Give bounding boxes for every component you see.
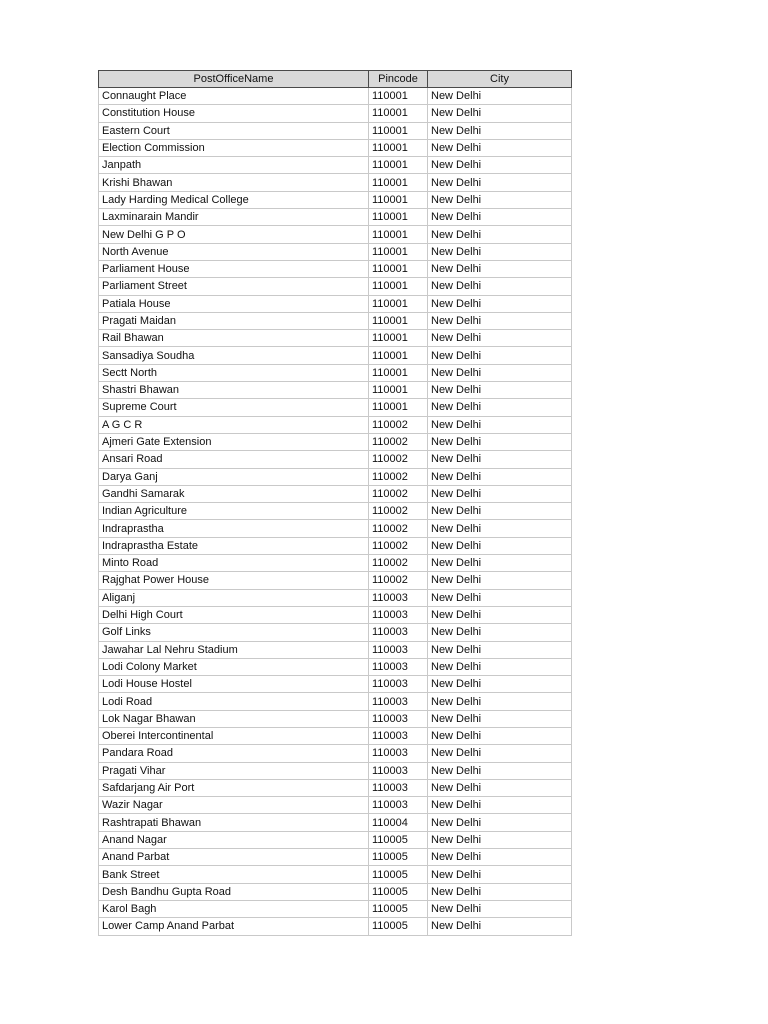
table-row: [99, 831, 572, 848]
pincode-cell: 110005: [369, 866, 428, 883]
table-body: [99, 88, 572, 936]
pincode-cell: 110003: [369, 727, 428, 744]
pincode-cell: 110005: [369, 849, 428, 866]
table-row: [99, 849, 572, 866]
post-office-name-cell: Golf Links: [99, 624, 369, 641]
city-cell: New Delhi: [428, 451, 572, 468]
pincode-cell: 110003: [369, 693, 428, 710]
pincode-cell: 110001: [369, 364, 428, 381]
table-row: [99, 485, 572, 502]
post-office-name-cell: Sansadiya Soudha: [99, 347, 369, 364]
table-row: [99, 503, 572, 520]
city-cell: New Delhi: [428, 520, 572, 537]
pincode-cell: 110003: [369, 641, 428, 658]
pincode-cell: 110001: [369, 295, 428, 312]
table-row: [99, 727, 572, 744]
city-cell: New Delhi: [428, 260, 572, 277]
pincode-cell: 110001: [369, 157, 428, 174]
post-office-name-cell: Lodi House Hostel: [99, 676, 369, 693]
pincode-cell: 110002: [369, 451, 428, 468]
table-row: [99, 676, 572, 693]
city-cell: New Delhi: [428, 814, 572, 831]
city-cell: New Delhi: [428, 364, 572, 381]
pincode-cell: 110002: [369, 503, 428, 520]
city-cell: New Delhi: [428, 745, 572, 762]
table-row: [99, 537, 572, 554]
city-cell: New Delhi: [428, 88, 572, 105]
pincode-cell: 110003: [369, 606, 428, 623]
city-cell: New Delhi: [428, 122, 572, 139]
post-office-name-cell: Shastri Bhawan: [99, 382, 369, 399]
table-row: [99, 589, 572, 606]
table-row: [99, 330, 572, 347]
post-office-name-cell: Eastern Court: [99, 122, 369, 139]
table-row: [99, 226, 572, 243]
city-cell: New Delhi: [428, 537, 572, 554]
post-office-name-cell: Delhi High Court: [99, 606, 369, 623]
city-cell: New Delhi: [428, 243, 572, 260]
city-cell: New Delhi: [428, 883, 572, 900]
city-cell: New Delhi: [428, 330, 572, 347]
post-office-name-cell: Aliganj: [99, 589, 369, 606]
city-cell: New Delhi: [428, 433, 572, 450]
post-office-name-cell: Election Commission: [99, 139, 369, 156]
header-row: [99, 71, 572, 88]
post-office-name-cell: New Delhi G P O: [99, 226, 369, 243]
city-cell: New Delhi: [428, 641, 572, 658]
city-cell: New Delhi: [428, 416, 572, 433]
pincode-cell: 110003: [369, 779, 428, 796]
city-cell: New Delhi: [428, 658, 572, 675]
table-row: [99, 762, 572, 779]
post-office-name-cell: A G C R: [99, 416, 369, 433]
post-office-name-cell: Sectt North: [99, 364, 369, 381]
pincode-cell: 110001: [369, 347, 428, 364]
pincode-cell: 110001: [369, 191, 428, 208]
table-row: [99, 157, 572, 174]
post-office-name-cell: Desh Bandhu Gupta Road: [99, 883, 369, 900]
city-cell: New Delhi: [428, 278, 572, 295]
table-row: [99, 382, 572, 399]
post-office-name-cell: Indraprastha Estate: [99, 537, 369, 554]
post-office-name-cell: Laxminarain Mandir: [99, 209, 369, 226]
pincode-cell: 110003: [369, 624, 428, 641]
post-office-name-cell: Lower Camp Anand Parbat: [99, 918, 369, 935]
table-row: [99, 797, 572, 814]
header-pincode: Pincode: [369, 71, 428, 88]
city-cell: New Delhi: [428, 676, 572, 693]
table-row: [99, 866, 572, 883]
table-row: [99, 814, 572, 831]
city-cell: New Delhi: [428, 347, 572, 364]
post-office-name-cell: Lodi Colony Market: [99, 658, 369, 675]
city-cell: New Delhi: [428, 485, 572, 502]
table-row: [99, 900, 572, 917]
pincode-cell: 110003: [369, 762, 428, 779]
city-cell: New Delhi: [428, 555, 572, 572]
pincode-cell: 110001: [369, 382, 428, 399]
city-cell: New Delhi: [428, 139, 572, 156]
pincode-cell: 110003: [369, 589, 428, 606]
city-cell: New Delhi: [428, 866, 572, 883]
city-cell: New Delhi: [428, 191, 572, 208]
table-row: [99, 416, 572, 433]
city-cell: New Delhi: [428, 606, 572, 623]
post-office-name-cell: Ansari Road: [99, 451, 369, 468]
city-cell: New Delhi: [428, 797, 572, 814]
post-office-name-cell: Rajghat Power House: [99, 572, 369, 589]
post-office-name-cell: Ajmeri Gate Extension: [99, 433, 369, 450]
pincode-cell: 110001: [369, 312, 428, 329]
post-office-name-cell: Patiala House: [99, 295, 369, 312]
post-office-name-cell: Connaught Place: [99, 88, 369, 105]
table-row: [99, 191, 572, 208]
header-postofficename: PostOfficeName: [99, 71, 369, 88]
post-office-name-cell: Lok Nagar Bhawan: [99, 710, 369, 727]
table-row: [99, 555, 572, 572]
table-row: [99, 139, 572, 156]
post-office-name-cell: Supreme Court: [99, 399, 369, 416]
city-cell: New Delhi: [428, 831, 572, 848]
post-office-name-cell: Jawahar Lal Nehru Stadium: [99, 641, 369, 658]
pincode-cell: 110002: [369, 468, 428, 485]
post-office-name-cell: Gandhi Samarak: [99, 485, 369, 502]
pincode-cell: 110002: [369, 537, 428, 554]
city-cell: New Delhi: [428, 468, 572, 485]
city-cell: New Delhi: [428, 157, 572, 174]
post-office-name-cell: Constitution House: [99, 105, 369, 122]
table-row: [99, 779, 572, 796]
pincode-cell: 110001: [369, 330, 428, 347]
city-cell: New Delhi: [428, 710, 572, 727]
city-cell: New Delhi: [428, 226, 572, 243]
post-office-name-cell: Darya Ganj: [99, 468, 369, 485]
post-office-name-cell: Minto Road: [99, 555, 369, 572]
post-office-name-cell: Wazir Nagar: [99, 797, 369, 814]
post-office-name-cell: Krishi Bhawan: [99, 174, 369, 191]
city-cell: New Delhi: [428, 572, 572, 589]
pincode-cell: 110003: [369, 745, 428, 762]
city-cell: New Delhi: [428, 624, 572, 641]
city-cell: New Delhi: [428, 849, 572, 866]
table-row: [99, 918, 572, 935]
pincode-cell: 110001: [369, 243, 428, 260]
post-office-name-cell: Janpath: [99, 157, 369, 174]
table-row: [99, 745, 572, 762]
post-office-name-cell: Pandara Road: [99, 745, 369, 762]
table-row: [99, 710, 572, 727]
table-row: [99, 105, 572, 122]
header-city: City: [428, 71, 572, 88]
table-row: [99, 468, 572, 485]
table-row: [99, 572, 572, 589]
post-office-name-cell: Bank Street: [99, 866, 369, 883]
post-office-name-cell: Pragati Vihar: [99, 762, 369, 779]
pincode-cell: 110003: [369, 710, 428, 727]
table-row: [99, 520, 572, 537]
table-row: [99, 693, 572, 710]
pincode-cell: 110005: [369, 831, 428, 848]
post-office-table: [98, 70, 572, 936]
city-cell: New Delhi: [428, 209, 572, 226]
table-row: [99, 364, 572, 381]
pincode-cell: 110001: [369, 105, 428, 122]
pincode-cell: 110001: [369, 399, 428, 416]
table-row: [99, 624, 572, 641]
post-office-name-cell: Safdarjang Air Port: [99, 779, 369, 796]
city-cell: New Delhi: [428, 174, 572, 191]
post-office-name-cell: North Avenue: [99, 243, 369, 260]
pincode-cell: 110002: [369, 485, 428, 502]
table-row: [99, 209, 572, 226]
post-office-name-cell: Indian Agriculture: [99, 503, 369, 520]
city-cell: New Delhi: [428, 727, 572, 744]
table-row: [99, 658, 572, 675]
pincode-cell: 110005: [369, 900, 428, 917]
post-office-name-cell: Oberei Intercontinental: [99, 727, 369, 744]
pincode-cell: 110003: [369, 658, 428, 675]
post-office-name-cell: Parliament Street: [99, 278, 369, 295]
post-office-name-cell: Rashtrapati Bhawan: [99, 814, 369, 831]
pincode-cell: 110001: [369, 174, 428, 191]
pincode-cell: 110001: [369, 122, 428, 139]
pincode-cell: 110004: [369, 814, 428, 831]
table-row: [99, 243, 572, 260]
table-row: [99, 174, 572, 191]
table-row: [99, 260, 572, 277]
table-row: [99, 347, 572, 364]
table-row: [99, 641, 572, 658]
table-row: [99, 312, 572, 329]
pincode-cell: 110001: [369, 278, 428, 295]
post-office-name-cell: Lady Harding Medical College: [99, 191, 369, 208]
post-office-name-cell: Anand Parbat: [99, 849, 369, 866]
city-cell: New Delhi: [428, 918, 572, 935]
city-cell: New Delhi: [428, 105, 572, 122]
post-office-name-cell: Karol Bagh: [99, 900, 369, 917]
city-cell: New Delhi: [428, 399, 572, 416]
pincode-cell: 110002: [369, 572, 428, 589]
city-cell: New Delhi: [428, 589, 572, 606]
pincode-cell: 110001: [369, 88, 428, 105]
table-row: [99, 295, 572, 312]
table-row: [99, 451, 572, 468]
post-office-name-cell: Parliament House: [99, 260, 369, 277]
city-cell: New Delhi: [428, 900, 572, 917]
pincode-cell: 110003: [369, 676, 428, 693]
pincode-cell: 110002: [369, 433, 428, 450]
city-cell: New Delhi: [428, 382, 572, 399]
pincode-cell: 110001: [369, 226, 428, 243]
table-row: [99, 606, 572, 623]
city-cell: New Delhi: [428, 779, 572, 796]
city-cell: New Delhi: [428, 503, 572, 520]
post-office-name-cell: Anand Nagar: [99, 831, 369, 848]
pincode-cell: 110001: [369, 209, 428, 226]
post-office-table-page: [98, 70, 571, 936]
pincode-cell: 110005: [369, 918, 428, 935]
city-cell: New Delhi: [428, 693, 572, 710]
pincode-cell: 110003: [369, 797, 428, 814]
post-office-name-cell: Indraprastha: [99, 520, 369, 537]
table-row: [99, 122, 572, 139]
table-row: [99, 883, 572, 900]
table-row: [99, 399, 572, 416]
post-office-name-cell: Lodi Road: [99, 693, 369, 710]
pincode-cell: 110002: [369, 520, 428, 537]
city-cell: New Delhi: [428, 295, 572, 312]
pincode-cell: 110001: [369, 260, 428, 277]
city-cell: New Delhi: [428, 312, 572, 329]
city-cell: New Delhi: [428, 762, 572, 779]
pincode-cell: 110002: [369, 555, 428, 572]
table-row: [99, 88, 572, 105]
post-office-name-cell: Rail Bhawan: [99, 330, 369, 347]
pincode-cell: 110001: [369, 139, 428, 156]
table-row: [99, 278, 572, 295]
table-row: [99, 433, 572, 450]
pincode-cell: 110002: [369, 416, 428, 433]
pincode-cell: 110005: [369, 883, 428, 900]
post-office-name-cell: Pragati Maidan: [99, 312, 369, 329]
